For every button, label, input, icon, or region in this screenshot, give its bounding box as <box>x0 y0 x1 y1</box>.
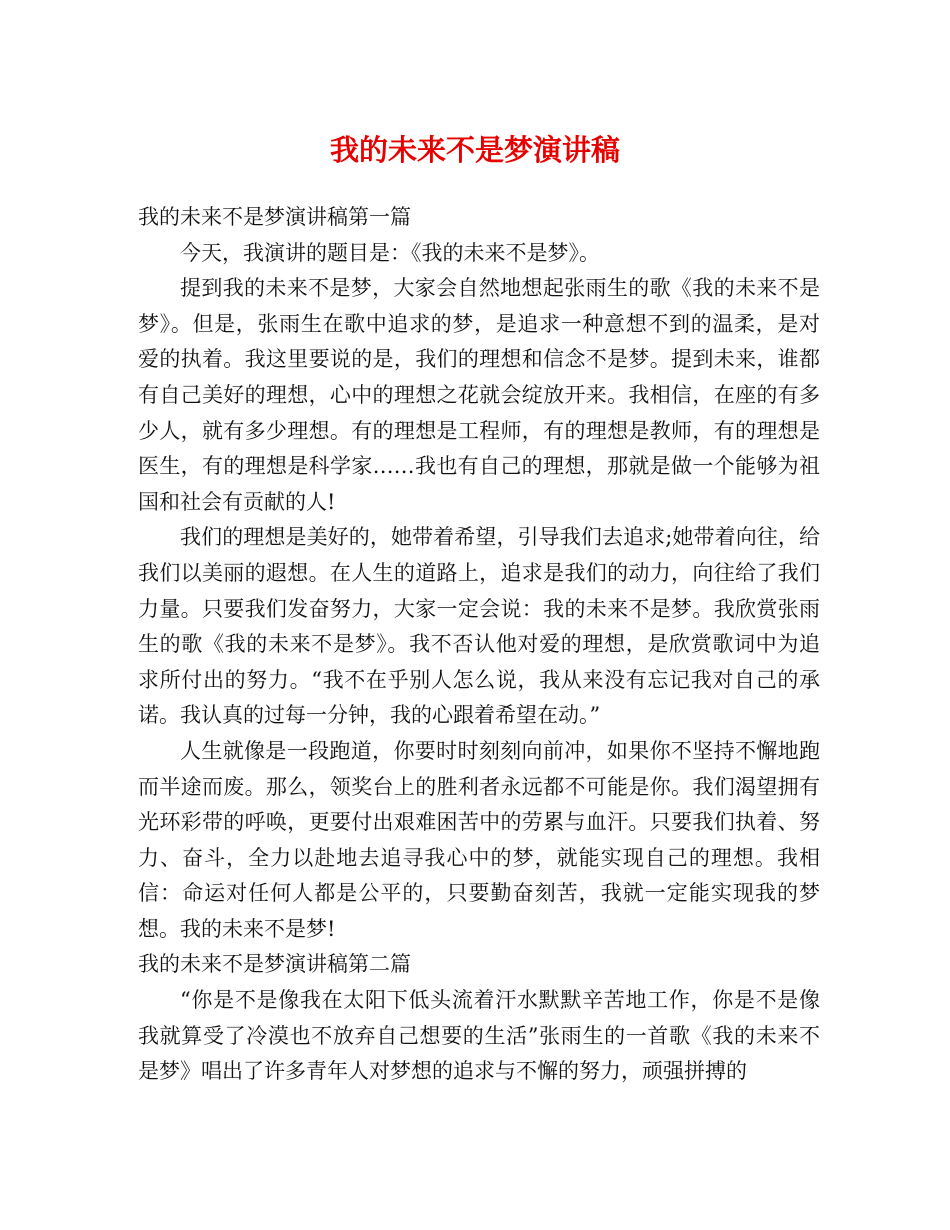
document-body <box>138 200 820 1090</box>
section-heading-1: 我的未来不是梦演讲稿第一篇 <box>138 205 411 229</box>
paragraph-2: 提到我的未来不是梦，大家会自然地想起张雨生的歌《我的未来不是梦》。但是，张雨生在歌中追求的梦，是追求一种意想不到的温柔，是对爱的执着。我这里要说的是，我们的理想和信念不是梦。提到未来，谁都有自己美好的理想，心中的理想之花就会绽放开来。我相信，在座的有多少人，就有多少理想。有的理想是工程师，有的理想是教师，有的理想是医生，有的理想是科学家……我也有自己的理想，那就是做一个能够为祖国和社会有贡献的人! <box>138 276 820 514</box>
paragraph-3: 我们的理想是美好的，她带着希望，引导我们去追求;她带着向往，给我们以美丽的遐想。在人生的道路上，追求是我们的动力，向往给了我们力量。只要我们发奋努力，大家一定会说：我的未来不是梦。我欣赏张雨生的歌《我的未来不是梦》。我不否认他对爱的理想，是欣赏歌词中为追求所付出的努力。“我不在乎别人怎么说，我从来没有忘记我对自己的承诺。我认真的过每一分钟，我的心跟着希望在动。” <box>138 525 820 728</box>
section-heading-2: 我的未来不是梦演讲稿第二篇 <box>138 952 411 977</box>
document-title: 我的未来不是梦演讲稿 <box>329 133 620 167</box>
paragraph-5: “你是不是像我在太阳下低头流着汗水默默辛苦地工作，你是不是像我就算受了冷漠也不放弃自己想要的生活”张雨生的一首歌《我的未来不是梦》唱出了许多青年人对梦想的追求与不懈的努力，顽强拼搏的 <box>138 988 820 1084</box>
paragraph-4: 人生就像是一段跑道，你要时时刻刻向前冲，如果你不坚持不懈地跑而半途而废。那么，领奖台上的胜利者永远都不可能是你。我们渴望拥有光环彩带的呼唤，更要付出艰难困苦中的劳累与血汗。只要我们执着、努力、奋斗，全力以赴地去追寻我心中的梦，就能实现自己的理想。我相信：命运对任何人都是公平的，只要勤奋刻苦，我就一定能实现我的梦想。我的未来不是梦! <box>138 738 820 941</box>
paragraph-1: 今天，我演讲的题目是：《我的未来不是梦》。 <box>180 240 600 265</box>
